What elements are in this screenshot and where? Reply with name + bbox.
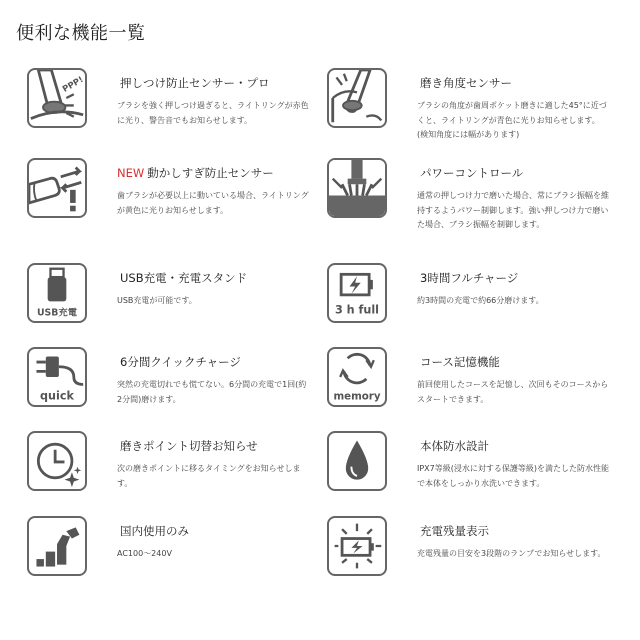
feature-description: ブラシを強く押しつけ過ぎると、ライトリングが赤色に光り、警告音でもお知らせします。	[117, 101, 309, 125]
angle-sensor-icon	[327, 68, 387, 128]
quick-charge-icon	[27, 347, 87, 407]
feature-angle-sensor	[327, 68, 627, 138]
course-memory-icon	[327, 347, 387, 407]
feature-title-text: USB充電・充電スタンド	[120, 271, 248, 285]
feature-overmove-sensor	[27, 158, 327, 228]
feature-title-text: 3時間フルチャージ	[420, 271, 519, 285]
course-memory-icon-text: memory	[333, 390, 381, 403]
feature-title-text: 動かしすぎ防止センサー	[147, 166, 274, 180]
power-control-icon	[327, 158, 387, 218]
page-title: 便利な機能一覧	[16, 23, 146, 44]
feature-description: USB充電が可能です。	[117, 296, 197, 305]
feature-description: IPX7等級(浸水に対する保護等級)を満たした防水性能で本体をしっかり水洗いできます。	[417, 464, 609, 488]
feature-title	[117, 75, 270, 91]
feature-description: 前回使用したコースを記憶し、次回もそのコースからスタートできます。	[417, 380, 609, 404]
usb-charge-icon-text: USB充電	[36, 307, 78, 319]
pressure-sensor-icon	[27, 68, 87, 128]
feature-title	[117, 354, 241, 370]
feature-battery-level	[327, 516, 627, 586]
battery-level-icon	[327, 516, 387, 576]
new-badge: NEW	[117, 166, 145, 180]
feature-course-memory	[327, 347, 627, 417]
feature-title	[117, 270, 247, 286]
feature-description: 歯ブラシが必要以上に動いている場合、ライトリングが黄色に光りお知らせします。	[117, 191, 309, 215]
pressure-sensor-icon-text: PPP!	[60, 74, 85, 94]
timer-notify-icon	[27, 431, 87, 491]
feature-description: 突然の充電切れでも慌てない。6分間の充電で1回(約2分間)磨けます。	[117, 380, 307, 404]
feature-title-text: 国内使用のみ	[120, 524, 189, 538]
feature-description: ブラシの角度が歯周ポケット磨きに適した45°に近づくと、ライトリングが青色に光りお知らせします。(検知角度には幅があります)	[417, 101, 607, 139]
feature-title	[417, 354, 500, 370]
feature-power-control	[327, 158, 627, 228]
feature-title-text: 充電残量表示	[420, 524, 489, 538]
feature-title-text: 6分間クイックチャージ	[120, 355, 241, 369]
feature-title	[417, 523, 489, 539]
feature-pressure-sensor	[27, 68, 327, 138]
waterproof-icon	[327, 431, 387, 491]
feature-title-text: 押しつけ防止センサー・プロ	[120, 76, 270, 90]
feature-title	[417, 165, 523, 181]
feature-full-charge	[327, 263, 627, 333]
feature-title-text: 磨きポイント切替お知らせ	[120, 439, 258, 453]
quick-charge-icon-text: quick	[40, 389, 74, 403]
feature-description: AC100～240V	[117, 549, 172, 558]
feature-title	[117, 165, 274, 181]
feature-quick-charge	[27, 347, 327, 417]
feature-description: 次の磨きポイントに移るタイミングをお知らせします。	[117, 464, 301, 488]
feature-waterproof	[327, 431, 627, 501]
feature-description: 約3時間の充電で約66分磨けます。	[417, 296, 544, 305]
feature-title-text: コース記憶機能	[420, 355, 500, 369]
feature-title	[417, 270, 518, 286]
feature-timer-notify	[27, 431, 327, 501]
feature-title-text: 本体防水設計	[420, 439, 489, 453]
feature-description: 通常の押しつけ力で磨いた場合、常にブラシ振幅を維持するようパワー制御します。強い押しつけ力で磨いた場合、ブラシ振幅を制御します。	[417, 191, 609, 229]
domestic-use-icon	[27, 516, 87, 576]
feature-description: 充電残量の目安を3段階のランプでお知らせします。	[417, 549, 606, 558]
overmove-sensor-icon	[27, 158, 87, 218]
full-charge-icon	[327, 263, 387, 323]
feature-title-text: パワーコントロール	[420, 166, 524, 180]
feature-title-text: 磨き角度センサー	[420, 76, 512, 90]
feature-domestic-use	[27, 516, 327, 586]
feature-title	[417, 438, 489, 454]
feature-title	[117, 438, 258, 454]
feature-title	[417, 75, 512, 91]
feature-usb-charge	[27, 263, 327, 333]
usb-charge-icon	[27, 263, 87, 323]
full-charge-icon-text: 3 h full	[334, 303, 380, 317]
feature-title	[117, 523, 189, 539]
